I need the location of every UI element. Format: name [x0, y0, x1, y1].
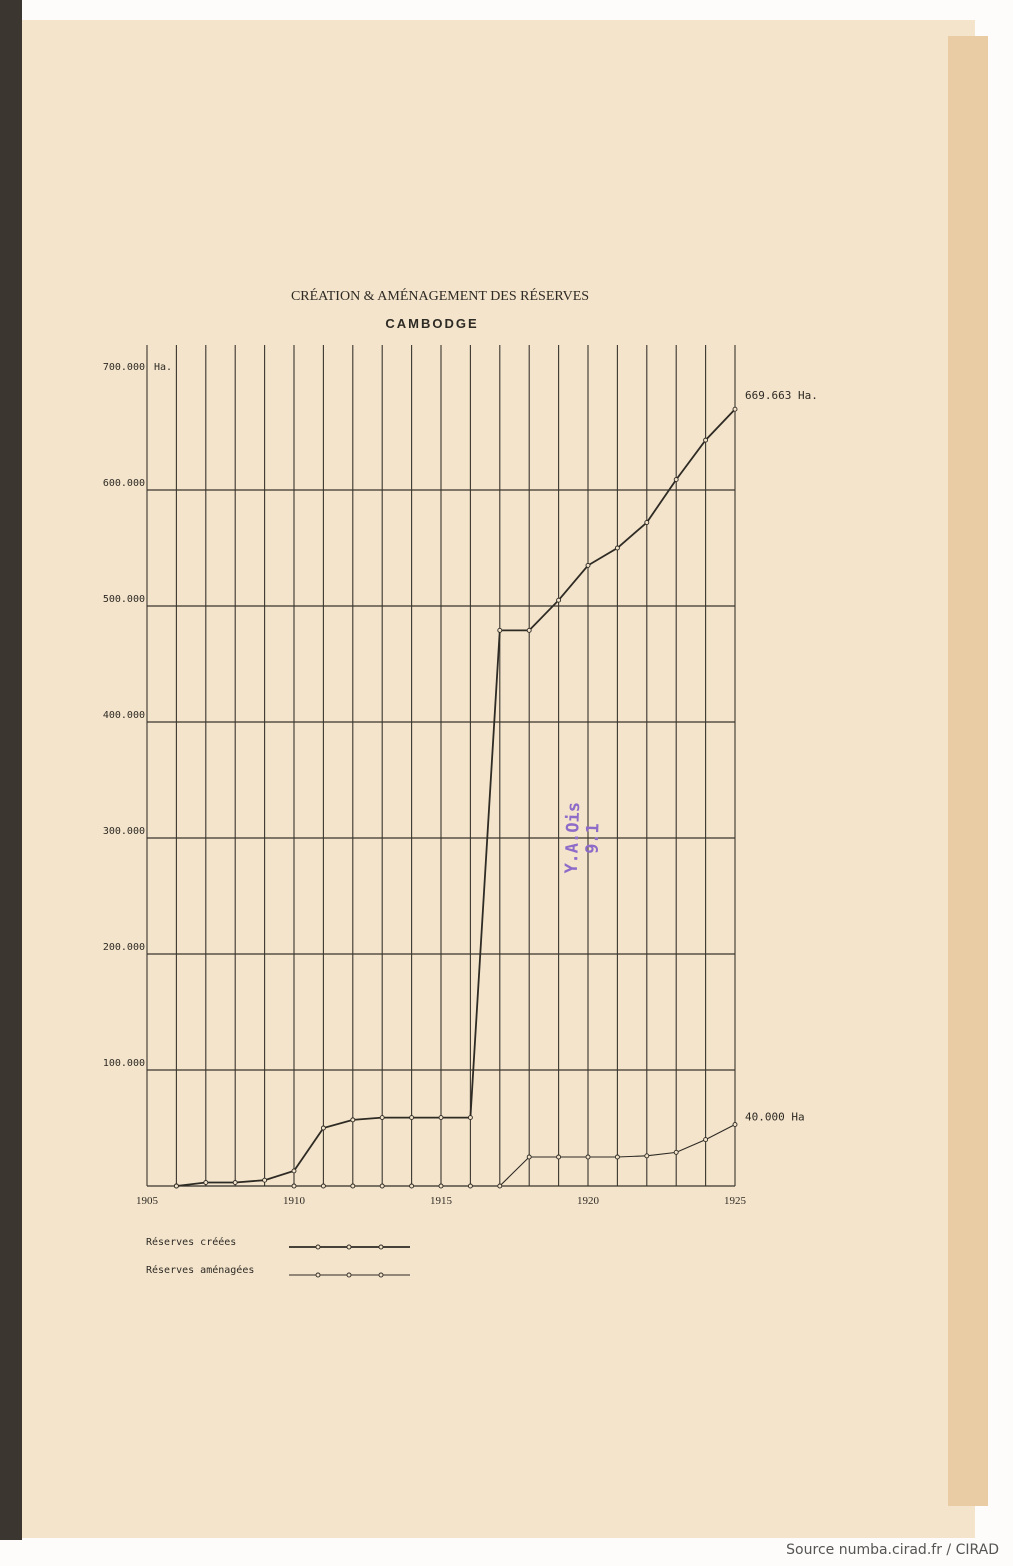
data-point-creees [557, 598, 561, 602]
data-point-amenagees [527, 1155, 531, 1159]
data-point-creees [351, 1118, 355, 1122]
data-point-amenagees [468, 1184, 472, 1188]
data-point-amenagees [586, 1155, 590, 1159]
legend-marker [347, 1245, 351, 1249]
data-point-amenagees [498, 1184, 502, 1188]
legend-label: Réserves aménagées [146, 1265, 255, 1276]
data-point-amenagees [351, 1184, 355, 1188]
y-tick-label: 500.000 [102, 594, 145, 605]
end-value-annotation: 40.000 Ha [745, 1110, 805, 1124]
data-point-amenagees [557, 1155, 561, 1159]
y-tick-label: 100.000 [102, 1058, 145, 1069]
chart-subtitle: CAMBODGE [385, 316, 479, 331]
data-point-amenagees [674, 1150, 678, 1154]
data-point-amenagees [645, 1154, 649, 1158]
legend-marker [316, 1273, 320, 1277]
source-note: Source numba.cirad.fr / CIRAD [786, 1542, 999, 1558]
data-point-creees [321, 1126, 325, 1130]
y-tick-label: 200.000 [102, 942, 145, 953]
data-point-creees [586, 563, 590, 567]
data-point-amenagees [174, 1184, 178, 1188]
data-point-creees [498, 628, 502, 632]
data-point-creees [233, 1181, 237, 1185]
y-tick-label: 700.000 [102, 362, 145, 373]
data-point-amenagees [292, 1184, 296, 1188]
x-tick-label: 1905 [136, 1195, 158, 1207]
data-point-creees [733, 407, 737, 411]
data-point-creees [615, 546, 619, 550]
legend-marker [379, 1245, 383, 1249]
data-point-creees [439, 1116, 443, 1120]
x-tick-label: 1910 [283, 1195, 305, 1207]
data-point-creees [527, 628, 531, 632]
data-point-amenagees [410, 1184, 414, 1188]
y-unit-label: Ha. [154, 362, 173, 373]
y-tick-label: 600.000 [102, 478, 145, 489]
y-tick-label: 400.000 [102, 710, 145, 721]
legend-marker [347, 1273, 351, 1277]
data-point-creees [410, 1116, 414, 1120]
data-point-amenagees [380, 1184, 384, 1188]
data-point-amenagees [439, 1184, 443, 1188]
data-point-amenagees [704, 1138, 708, 1142]
data-point-creees [674, 478, 678, 482]
data-point-creees [263, 1178, 267, 1182]
legend-label: Réserves créées [146, 1237, 237, 1248]
data-point-amenagees [615, 1155, 619, 1159]
x-tick-label: 1925 [724, 1195, 746, 1207]
page-edge [948, 36, 988, 1506]
grid [147, 345, 735, 1186]
data-point-amenagees [733, 1123, 737, 1127]
data-point-creees [292, 1169, 296, 1173]
data-point-creees [380, 1116, 384, 1120]
data-point-creees [204, 1181, 208, 1185]
stamp-line-1: Y.A.Ois [561, 801, 585, 874]
y-tick-label: 300.000 [102, 826, 145, 837]
stamp-line-2: 9.1 [582, 822, 604, 855]
data-point-creees [645, 520, 649, 524]
paper-sheet [20, 20, 975, 1538]
legend-marker [379, 1273, 383, 1277]
data-point-amenagees [321, 1184, 325, 1188]
data-point-creees [468, 1116, 472, 1120]
end-value-annotation: 669.663 Ha. [745, 389, 818, 403]
x-tick-label: 1920 [577, 1195, 599, 1207]
book-spine [0, 0, 22, 1540]
chart-title: CRÉATION & AMÉNAGEMENT DES RÉSERVES [290, 289, 590, 304]
data-point-creees [704, 438, 708, 442]
legend-marker [316, 1245, 320, 1249]
x-tick-label: 1915 [430, 1195, 452, 1207]
